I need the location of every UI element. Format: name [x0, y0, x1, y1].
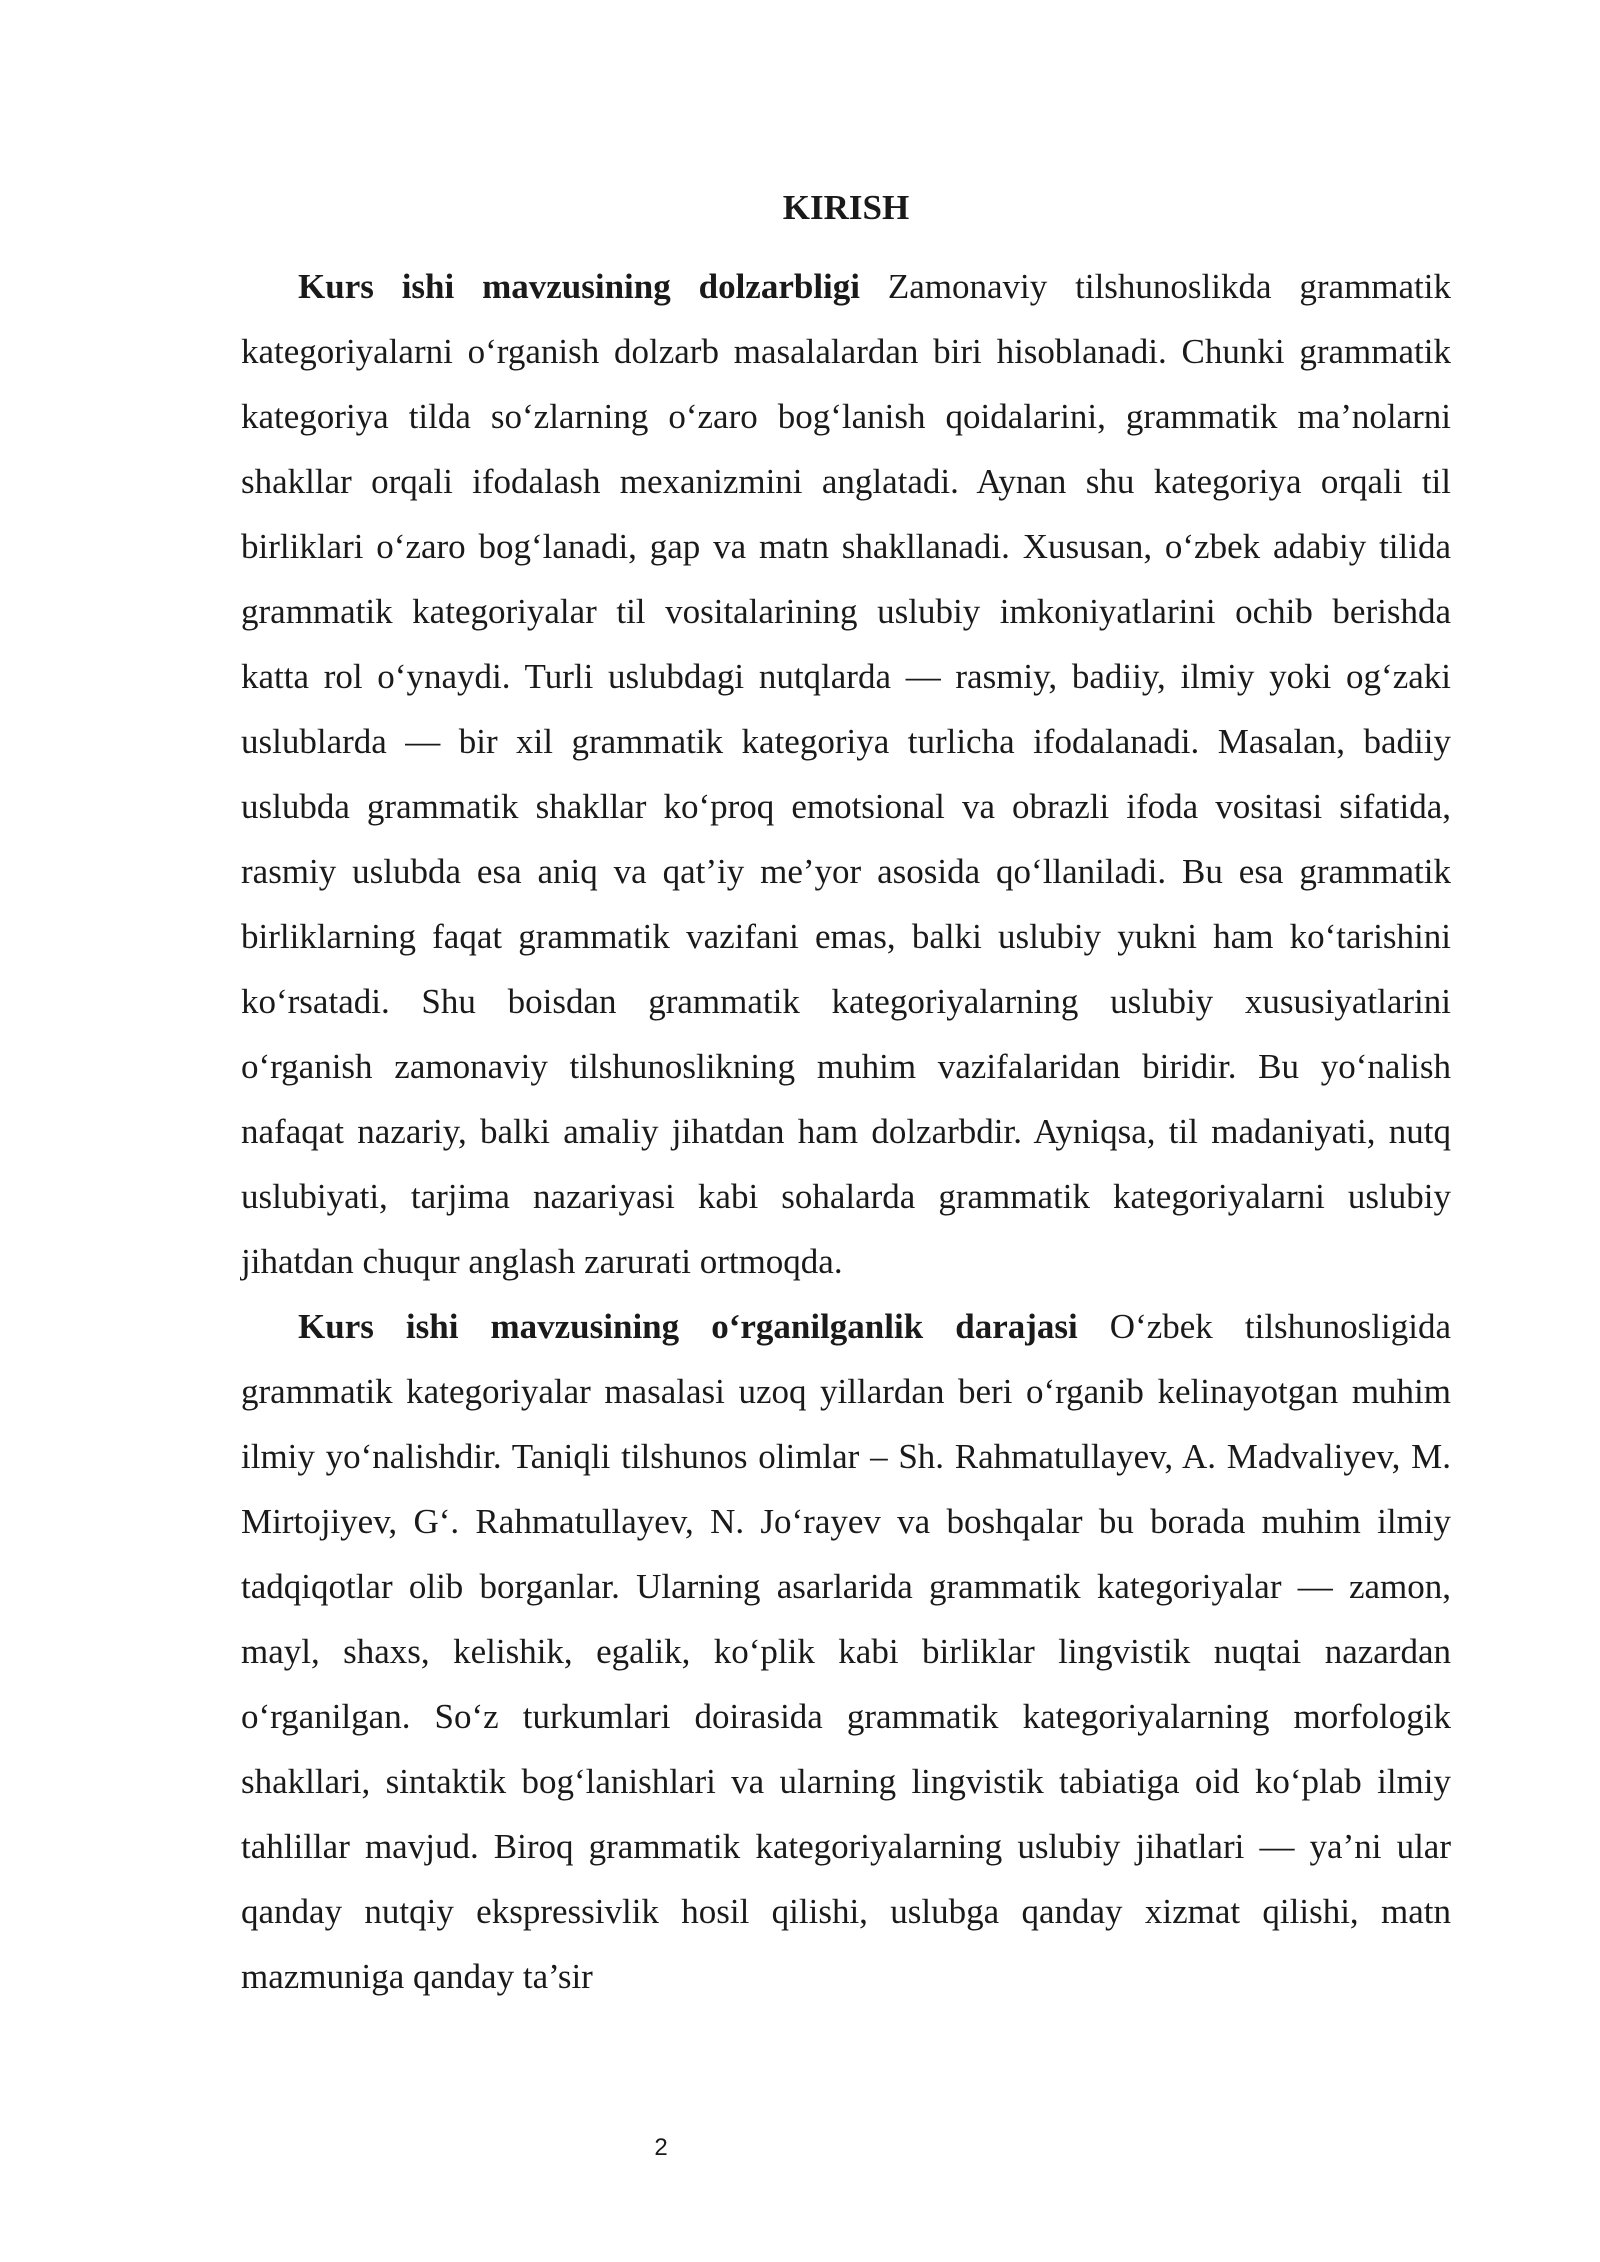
page-content — [241, 188, 1451, 2009]
page-number: 2 — [654, 2134, 668, 2161]
paragraph-body: Zamonaviy tilshunoslikda grammatik kategoriyalarni o‘rganish dolzarb masalalardan biri hisoblanadi. Chunki grammatik kategoriya tilda so‘zlarning o‘zaro bog‘lanish qoidalarini, grammatik ma’nolarni shakllar orqali ifodalash mexanizmini anglatadi. Aynan shu kategoriya orqali til birliklari o‘zaro bog‘lanadi, gap va matn shakllanadi. Xususan, o‘zbek adabiy tilida grammatik kategoriyalar til vositalarining uslubiy imkoniyatlarini ochib berishda katta rol o‘ynaydi. Turli uslubdagi nutqlarda — rasmiy, badiiy, ilmiy yoki og‘zaki uslublarda — bir xil grammatik kategoriya turlicha ifodalanadi. Masalan, badiiy uslubda grammatik shakllar ko‘proq emotsional va obrazli ifoda vositasi sifatida, rasmiy uslubda esa aniq va qat’iy me’yor asosida qo‘llaniladi. Bu esa grammatik birliklarning faqat grammatik vazifani emas, balki uslubiy yukni ham ko‘tarishini ko‘rsatadi. Shu boisdan grammatik kategoriyalarning uslubiy xususiyatlarini o‘rganish zamonaviy tilshunoslikning muhim vazifalaridan biridir. Bu yo‘nalish nafaqat nazariy, balki amaliy jihatdan ham dolzarbdir. Ayniqsa, til madaniyati, nutq uslubiyati, tarjima nazariyasi kabi sohalarda grammatik kategoriyalarni uslubiy jihatdan chuqur anglash zarurati ortmoqda. — [241, 267, 1452, 1281]
paragraph-relevance — [241, 254, 1451, 1294]
paragraph-study-level — [241, 1294, 1451, 2009]
paragraph-lead: Kurs ishi mavzusining o‘rganilganlik darajasi — [298, 1307, 1078, 1346]
section-heading: KIRISH — [782, 188, 910, 227]
paragraph-lead: Kurs ishi mavzusining dolzarbligi — [298, 267, 861, 306]
paragraph-body: O‘zbek tilshunosligida grammatik kategoriyalar masalasi uzoq yillardan beri o‘rganib kelinayotgan muhim ilmiy yo‘nalishdir. Taniqli tilshunos olimlar – Sh. Rahmatullayev, A. Madvaliyev, M. Mirtojiyev, G‘. Rahmatullayev, N. Jo‘rayev va boshqalar bu borada muhim ilmiy tadqiqotlar olib borganlar. Ularning asarlarida grammatik kategoriyalar — zamon, mayl, shaxs, kelishik, egalik, ko‘plik kabi birliklar lingvistik nuqtai nazardan o‘rganilgan. So‘z turkumlari doirasida grammatik kategoriyalarning morfologik shakllari, sintaktik bog‘lanishlari va ularning lingvistik tabiatiga oid ko‘plab ilmiy tahlillar mavjud. Biroq grammatik kategoriyalarning uslubiy jihatlari — ya’ni ular qanday nutqiy ekspressivlik hosil qilishi, uslubga qanday xizmat qilishi, matn mazmuniga qanday ta’sir — [241, 1307, 1451, 1996]
